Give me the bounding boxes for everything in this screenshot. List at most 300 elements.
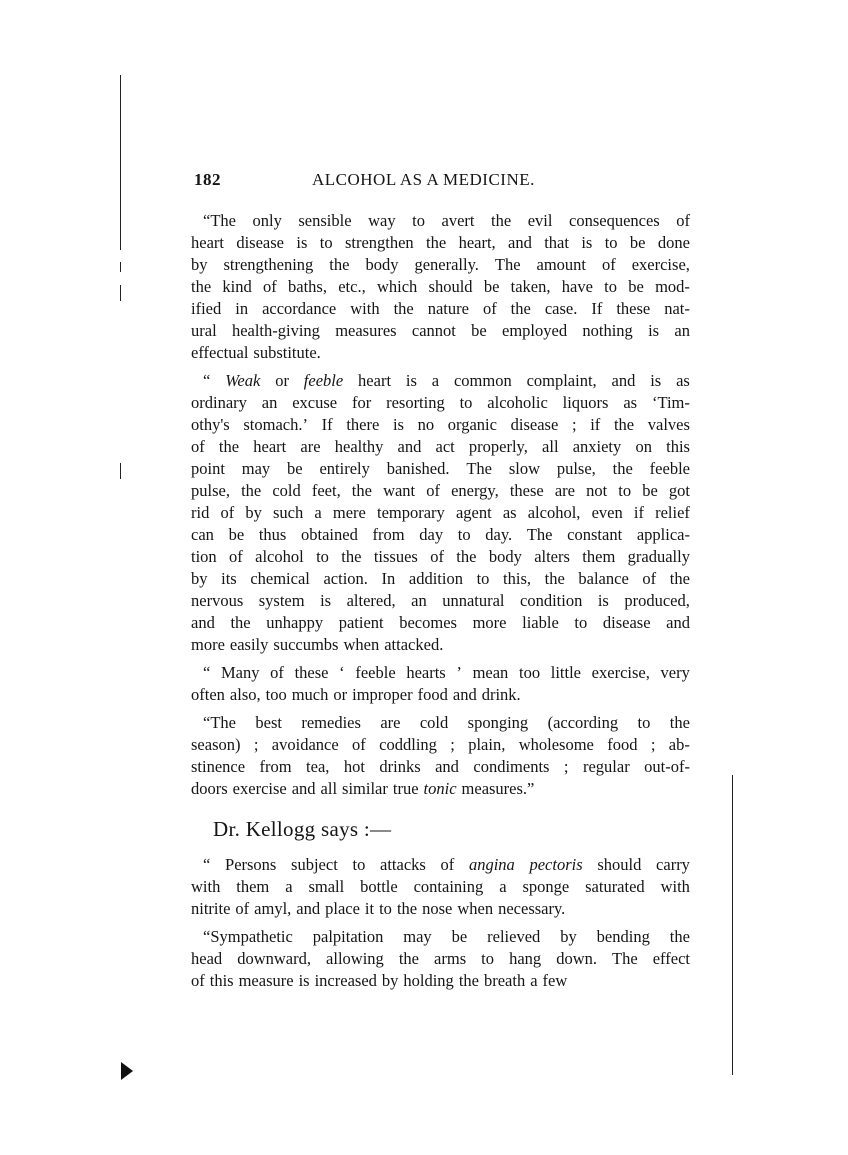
word: feeble <box>355 663 396 682</box>
word: bending <box>596 927 650 946</box>
text-line <box>191 524 690 546</box>
word: and <box>611 371 636 390</box>
word: to <box>316 547 329 566</box>
word: be <box>628 277 644 296</box>
word: relief <box>655 503 690 522</box>
word: body <box>488 547 522 566</box>
word: day. <box>485 525 513 544</box>
word: is <box>581 233 593 252</box>
word: to <box>604 277 617 296</box>
word: season) <box>191 735 241 754</box>
word: liable <box>522 613 559 632</box>
word: ab- <box>668 735 690 754</box>
word: and <box>291 779 316 798</box>
word: The <box>612 949 638 968</box>
word: can <box>191 525 214 544</box>
word: be <box>287 459 303 478</box>
text-line <box>191 734 690 756</box>
word: be <box>629 233 646 252</box>
word: that <box>544 233 569 252</box>
word: mere <box>332 503 366 522</box>
word: food <box>417 685 448 704</box>
word: necessary. <box>498 899 566 918</box>
word: or <box>333 685 348 704</box>
word: saturated <box>585 877 645 896</box>
word: of <box>235 899 250 918</box>
word: have <box>561 277 593 296</box>
word: and <box>435 757 459 776</box>
word: to <box>574 613 588 632</box>
word: to <box>379 899 392 918</box>
word: the <box>393 299 414 318</box>
word: palpitation <box>312 927 384 946</box>
text-line <box>191 502 690 524</box>
text-line <box>191 898 690 920</box>
word: the <box>341 547 362 566</box>
word: patient <box>338 613 384 632</box>
word: as <box>623 393 638 412</box>
word: feet, <box>311 481 341 500</box>
word: a <box>285 877 293 896</box>
word: if <box>590 415 601 434</box>
text-line <box>191 778 690 800</box>
word: the <box>230 613 251 632</box>
word: an <box>411 591 427 610</box>
word: the <box>491 211 512 230</box>
word: measures <box>335 321 397 340</box>
word: food <box>607 735 638 754</box>
word: when <box>343 635 380 654</box>
word: ; <box>650 735 656 754</box>
word: is <box>597 591 609 610</box>
word: feeble <box>649 459 690 478</box>
word: obtained <box>301 525 358 544</box>
page-number: 182 <box>194 170 221 189</box>
word: organic <box>447 415 497 434</box>
word: the <box>426 233 447 252</box>
word: common <box>453 371 512 390</box>
word: avoidance <box>271 735 339 754</box>
word: the <box>396 899 418 918</box>
word: these <box>509 481 544 500</box>
word: stinence <box>191 757 246 776</box>
word: by <box>191 255 208 274</box>
section-subheading: Dr. Kellogg says :— <box>213 817 392 841</box>
word: there <box>346 415 380 434</box>
word: and <box>296 899 321 918</box>
text-line <box>191 254 690 276</box>
word: be <box>451 927 468 946</box>
word: with <box>350 299 380 318</box>
word: to <box>457 525 471 544</box>
word: ified <box>191 299 222 318</box>
word: point <box>191 459 225 478</box>
text-line <box>191 458 690 480</box>
text-line <box>191 568 690 590</box>
word: baths, <box>288 277 327 296</box>
word: and <box>191 613 215 632</box>
word: etc., <box>338 277 366 296</box>
word: by <box>245 503 262 522</box>
word: cannot <box>411 321 456 340</box>
word: “ <box>203 663 211 682</box>
word: more <box>191 635 225 654</box>
word: from <box>372 525 405 544</box>
text-line <box>191 342 690 364</box>
word: an <box>261 393 278 412</box>
word: want <box>383 481 416 500</box>
word: arms <box>434 949 467 968</box>
word: In <box>381 569 396 588</box>
word: balance <box>578 569 629 588</box>
word: heart, <box>458 233 496 252</box>
word <box>424 778 457 800</box>
word: to <box>481 949 495 968</box>
text-line <box>191 480 690 502</box>
word: act <box>435 437 455 456</box>
word: by <box>560 927 577 946</box>
word: place <box>325 899 360 918</box>
paragraph <box>191 926 690 992</box>
italic-word: angina <box>468 855 515 874</box>
word: Persons <box>225 855 277 874</box>
page-corner-marker <box>121 1062 133 1080</box>
text-line <box>191 756 690 778</box>
word: body <box>365 255 399 274</box>
word: amount <box>536 255 586 274</box>
word: downward, <box>237 949 311 968</box>
word: hearts <box>406 663 446 682</box>
text-line <box>191 370 690 392</box>
word: are <box>300 437 321 456</box>
word: the <box>612 459 633 478</box>
word: this <box>209 971 234 990</box>
word: the <box>510 299 531 318</box>
word: only <box>252 211 282 230</box>
word: mean <box>472 663 509 682</box>
text-line <box>191 684 690 706</box>
word: is <box>320 591 332 610</box>
word: complaint, <box>526 371 597 390</box>
word: employed <box>502 321 568 340</box>
word: by <box>381 971 399 990</box>
word: and <box>666 613 690 632</box>
word: alcohol, <box>527 503 581 522</box>
text-line <box>191 854 690 876</box>
text-line <box>191 970 690 992</box>
word: a <box>530 971 538 990</box>
word: all <box>320 779 338 798</box>
word: head <box>191 949 223 968</box>
word: is <box>405 371 417 390</box>
word: with <box>660 877 690 896</box>
text-line <box>191 926 690 948</box>
word: (according <box>547 713 619 732</box>
word: The <box>494 255 521 274</box>
margin-mark <box>120 262 121 272</box>
word: no <box>417 415 435 434</box>
word: be <box>471 321 487 340</box>
word: subject <box>291 855 338 874</box>
word: taken, <box>510 277 551 296</box>
word: these <box>294 663 329 682</box>
text-line <box>191 320 690 342</box>
word: is <box>648 321 660 340</box>
word: nature <box>427 299 469 318</box>
text-line <box>191 948 690 970</box>
margin-mark <box>120 285 121 301</box>
word: the <box>191 277 212 296</box>
word: which <box>376 277 418 296</box>
word: a <box>314 503 322 522</box>
word: of <box>352 735 366 754</box>
word: of <box>191 971 205 990</box>
margin-rule-left-top <box>120 75 121 250</box>
word: drink. <box>481 685 521 704</box>
text-line <box>191 662 690 684</box>
text-line <box>191 210 690 232</box>
word: from <box>259 757 292 776</box>
word: of <box>440 855 455 874</box>
word: much <box>291 685 329 704</box>
word: exercise <box>232 779 287 798</box>
text-line <box>191 392 690 414</box>
body-text-block-1 <box>191 210 690 806</box>
word: also, <box>229 685 261 704</box>
word: doors <box>191 779 228 798</box>
word: to <box>637 713 651 732</box>
word: of <box>642 569 657 588</box>
word <box>225 370 260 392</box>
word: avert <box>441 211 475 230</box>
word: tissues <box>373 547 418 566</box>
word: ‘ <box>339 663 345 682</box>
word: increased <box>314 971 377 990</box>
paragraph <box>191 712 690 800</box>
word: rid <box>191 503 210 522</box>
word: ’ <box>456 663 462 682</box>
word: othy's <box>191 415 230 434</box>
word: produced, <box>624 591 690 610</box>
word: banished. <box>386 459 450 478</box>
text-line <box>191 876 690 898</box>
word: for <box>351 393 372 412</box>
word: nat- <box>664 299 690 318</box>
word: The <box>466 459 492 478</box>
word: holding <box>403 971 454 990</box>
word <box>469 854 515 876</box>
paragraph <box>191 854 690 920</box>
word: should <box>597 855 642 874</box>
word: condiments <box>473 757 550 776</box>
word: exercise, <box>631 255 690 274</box>
word: the <box>669 569 690 588</box>
word: amyl, <box>254 899 292 918</box>
word: effect <box>652 949 690 968</box>
word: too <box>265 685 287 704</box>
word: measure <box>238 971 294 990</box>
word: should <box>428 277 473 296</box>
word: generally. <box>414 255 479 274</box>
word: disease <box>510 415 559 434</box>
word: to <box>319 233 333 252</box>
text-line <box>191 276 690 298</box>
word: anxiety <box>572 437 622 456</box>
word: day <box>419 525 444 544</box>
word: ural <box>191 321 217 340</box>
word: few <box>542 971 568 990</box>
word: agent <box>455 503 492 522</box>
word: kind <box>222 277 252 296</box>
word: entirely <box>319 459 370 478</box>
word: with <box>191 877 221 896</box>
word: it <box>364 899 375 918</box>
margin-mark <box>120 463 121 479</box>
word: tea, <box>306 757 330 776</box>
word: bottle <box>360 877 398 896</box>
word: liquors <box>562 393 609 412</box>
word <box>529 854 582 876</box>
word: remedies <box>301 713 361 732</box>
word: energy, <box>451 481 499 500</box>
word: alters <box>534 547 570 566</box>
text-line <box>191 232 690 254</box>
text-line <box>191 590 690 612</box>
word: regular <box>582 757 630 776</box>
word: nitrite <box>191 899 231 918</box>
word: succumbs <box>273 635 339 654</box>
word: “ <box>203 855 211 874</box>
word: a <box>431 371 440 390</box>
word: disease <box>602 613 651 632</box>
word: these <box>616 299 651 318</box>
word: not <box>586 481 608 500</box>
word: heart <box>358 371 392 390</box>
word: them <box>582 547 616 566</box>
word: all <box>542 437 559 456</box>
word: evil <box>527 211 553 230</box>
text-line <box>191 712 690 734</box>
word: improper <box>352 685 413 704</box>
word: its <box>221 569 237 588</box>
word: resorting <box>386 393 445 412</box>
word: attacked. <box>384 635 444 654</box>
word: the <box>669 927 690 946</box>
word: pulse, <box>191 481 230 500</box>
word: ; <box>253 735 259 754</box>
word: properly, <box>468 437 528 456</box>
word: or <box>275 371 289 390</box>
word: true <box>392 779 419 798</box>
word: of <box>191 437 205 456</box>
word: gradually <box>627 547 690 566</box>
word: on <box>635 437 652 456</box>
word: substitute. <box>253 343 321 362</box>
word: thus <box>258 525 287 544</box>
word: alcohol <box>255 547 304 566</box>
word: measures.” <box>461 779 535 798</box>
word: of <box>430 547 444 566</box>
word: by <box>191 569 208 588</box>
text-line <box>191 612 690 634</box>
word: be <box>483 277 500 296</box>
word: constant <box>567 525 623 544</box>
word: are <box>554 481 575 500</box>
word: the <box>458 971 479 990</box>
word: the <box>613 415 635 434</box>
word: sponge <box>522 877 570 896</box>
word: to <box>604 233 618 252</box>
word: similar <box>342 779 388 798</box>
word: strengthening <box>223 255 314 274</box>
word: this <box>666 437 690 456</box>
word: containing <box>413 877 484 896</box>
word: the <box>241 481 262 500</box>
word: this, <box>503 569 531 588</box>
word: be <box>642 481 658 500</box>
word: is <box>296 233 308 252</box>
word: temporary <box>377 503 445 522</box>
word: healthy <box>334 437 384 456</box>
word: to <box>352 855 366 874</box>
word: The <box>526 525 553 544</box>
word: consequences <box>569 211 660 230</box>
text-line <box>191 634 690 656</box>
word: exercise, <box>591 663 650 682</box>
word: If <box>591 299 603 318</box>
word: “Sympathetic <box>203 927 293 946</box>
word: the <box>544 569 565 588</box>
word <box>304 370 343 392</box>
word: sponging <box>467 713 529 732</box>
italic-word: feeble <box>303 371 344 390</box>
word: attacks <box>380 855 426 874</box>
word: an <box>674 321 690 340</box>
word: very <box>660 663 690 682</box>
word: more <box>472 613 507 632</box>
word: system <box>258 591 305 610</box>
word: cold <box>419 713 449 732</box>
word: coddling <box>379 735 437 754</box>
word: out-of- <box>644 757 690 776</box>
word: small <box>308 877 345 896</box>
word: “The <box>203 211 236 230</box>
word: got <box>668 481 690 500</box>
word: a <box>499 877 507 896</box>
word: of <box>263 277 277 296</box>
word: mod- <box>655 277 690 296</box>
word: such <box>273 503 304 522</box>
word: nose <box>422 899 453 918</box>
margin-rule-right <box>732 775 733 1075</box>
word: alcoholic <box>487 393 548 412</box>
word: often <box>191 685 225 704</box>
word: ; <box>563 757 569 776</box>
word: “The <box>203 713 236 732</box>
word: of <box>426 481 440 500</box>
word: pulse, <box>556 459 596 478</box>
word: is <box>298 971 310 990</box>
text-line <box>191 414 690 436</box>
paragraph <box>191 662 690 706</box>
paragraph <box>191 370 690 656</box>
word: done <box>657 233 690 252</box>
word: valves <box>647 415 690 434</box>
word: health-giving <box>231 321 320 340</box>
word: too <box>518 663 541 682</box>
text-line <box>191 298 690 320</box>
word: nervous <box>191 591 244 610</box>
